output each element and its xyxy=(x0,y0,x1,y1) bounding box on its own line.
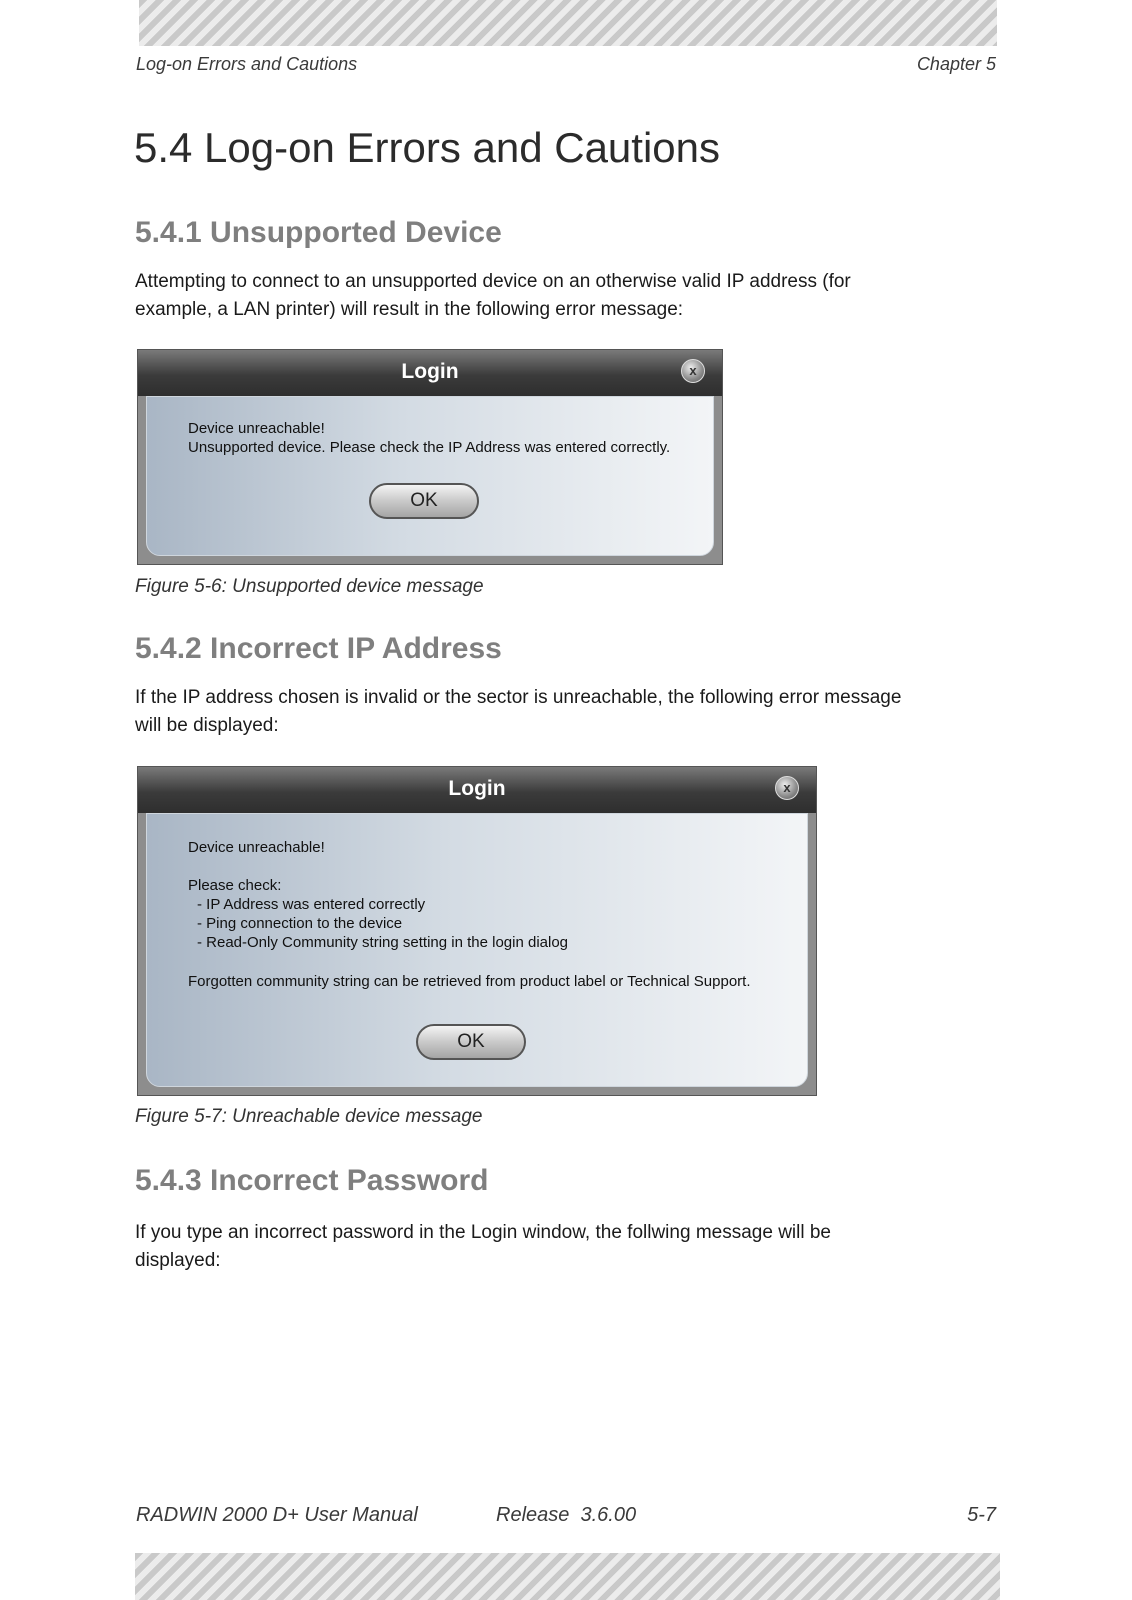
text-line: will be displayed: xyxy=(135,715,279,736)
dialog-body xyxy=(146,396,714,556)
dialog-message-line: Device unreachable! xyxy=(188,839,325,856)
section-heading-incorrect-password: 5.4.3 Incorrect Password xyxy=(135,1164,489,1197)
section-text-unsupported-device xyxy=(135,268,995,324)
dialog-message-line: Forgotten community string can be retrieved from product label or Technical Support. xyxy=(188,973,751,990)
running-header xyxy=(136,54,996,78)
text-line: If the IP address chosen is invalid or the sector is unreachable, the following error message xyxy=(135,687,902,708)
text-line: If you type an incorrect password in the Login window, the follwing message will be xyxy=(135,1222,831,1243)
close-icon[interactable]: x xyxy=(775,776,799,800)
figure-caption: Figure 5-6: Unsupported device message xyxy=(135,576,484,597)
footer-manual-title: RADWIN 2000 D+ User Manual xyxy=(136,1504,418,1526)
section-text-incorrect-ip xyxy=(135,684,995,740)
dialog-message-line: Device unreachable! xyxy=(188,420,325,437)
dialog-body xyxy=(146,813,808,1087)
dialog-title: Login xyxy=(401,360,459,383)
footer-page-number: 5-7 xyxy=(967,1504,996,1526)
close-icon[interactable]: x xyxy=(681,359,705,383)
ok-button[interactable]: OK xyxy=(416,1024,526,1060)
header-stripe-band xyxy=(139,0,997,46)
dialog-message-line: Unsupported device. Please check the IP Address was entered correctly. xyxy=(188,439,671,456)
header-chapter-label: Chapter 5 xyxy=(916,54,996,74)
footer-stripe-band xyxy=(135,1553,1000,1600)
page-title: 5.4 Log-on Errors and Cautions xyxy=(134,124,721,171)
header-section-title: Log-on Errors and Cautions xyxy=(136,54,358,74)
footer-release: Release 3.6.00 xyxy=(496,1504,637,1526)
section-text-incorrect-password xyxy=(135,1219,995,1275)
figure-caption: Figure 5-7: Unreachable device message xyxy=(135,1106,483,1127)
text-line: displayed: xyxy=(135,1250,221,1271)
running-footer xyxy=(136,1504,996,1532)
text-line: Attempting to connect to an unsupported device on an otherwise valid IP address (for xyxy=(135,271,851,292)
dialog-message-line: Please check: xyxy=(188,877,282,894)
section-heading-unsupported-device: 5.4.1 Unsupported Device xyxy=(135,216,502,249)
login-dialog-unsupported xyxy=(137,349,723,565)
dialog-message-line: - Read-Only Community string setting in the login dialog xyxy=(197,934,569,951)
text-line: example, a LAN printer) will result in the following error message: xyxy=(135,299,684,320)
section-heading-incorrect-ip: 5.4.2 Incorrect IP Address xyxy=(135,632,502,665)
dialog-title: Login xyxy=(448,777,506,800)
ok-button[interactable]: OK xyxy=(369,483,479,519)
dialog-message-line: - IP Address was entered correctly xyxy=(197,896,426,913)
login-dialog-unreachable xyxy=(137,766,817,1096)
dialog-message-line: - Ping connection to the device xyxy=(197,915,403,932)
